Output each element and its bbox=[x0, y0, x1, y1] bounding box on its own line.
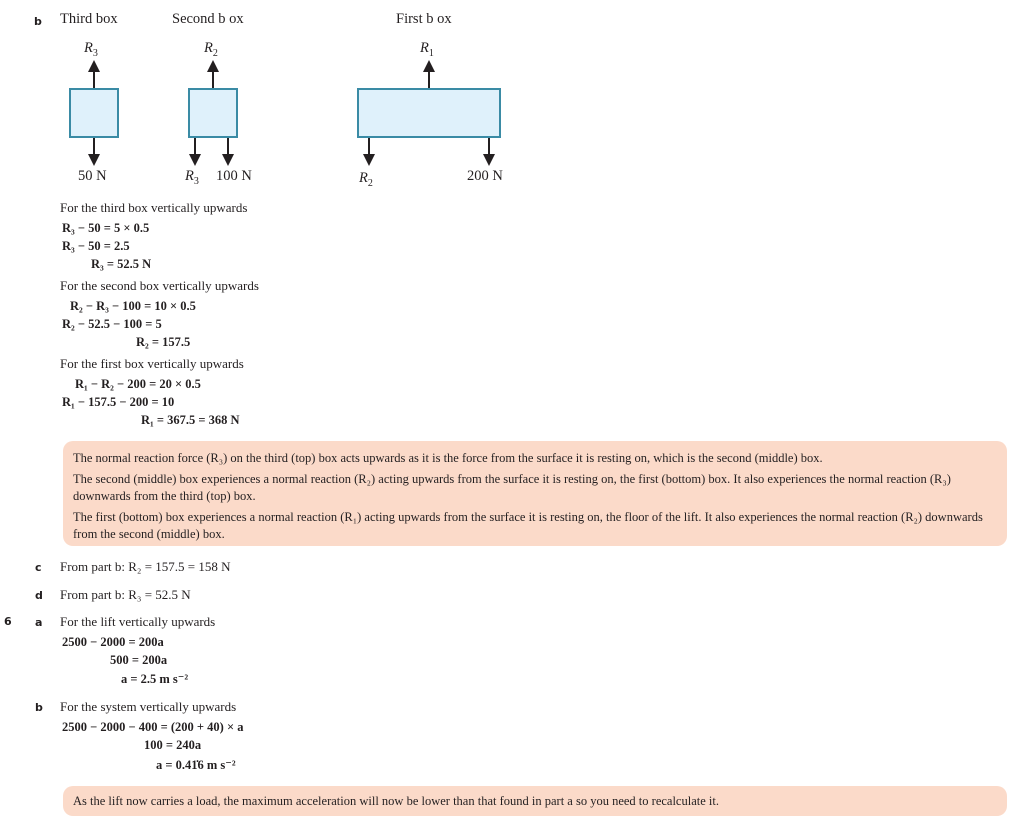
second-box-heading: For the second box vertically upwards bbox=[60, 278, 259, 293]
equation: R₁ = 367.5 = 368 N bbox=[141, 413, 240, 427]
part-c-text: From part b: R₂ = 157.5 = 158 N bbox=[60, 559, 231, 574]
equation: 2500 − 2000 − 400 = (200 + 40) × a bbox=[62, 720, 244, 734]
equation: a = 2.5 m s⁻² bbox=[121, 672, 189, 686]
equation: R₂ − 52.5 − 100 = 5 bbox=[62, 317, 162, 331]
first-box-up-force-label: $R_1$ bbox=[420, 40, 434, 59]
equation: R₃ = 52.5 N bbox=[91, 257, 152, 271]
second-box-down-force-r3-label: $R_3$ bbox=[185, 168, 199, 187]
equation: R₂ = 157.5 bbox=[136, 335, 191, 349]
equation: 500 = 200a bbox=[110, 653, 168, 667]
second-box-up-force-label: $R_2$ bbox=[204, 40, 218, 59]
note-paragraph: As the lift now carries a load, the maximum acceleration will now be lower than that found in part a so you need to recalculate it. bbox=[73, 794, 719, 808]
part-d-label: d bbox=[35, 589, 43, 602]
first-box-heading: For the first box vertically upwards bbox=[60, 356, 244, 371]
q6-part-a-heading: For the lift vertically upwards bbox=[60, 614, 216, 629]
second-box-down-force-100-label: 100 N bbox=[216, 168, 252, 184]
part-d-text: From part b: R₃ = 52.5 N bbox=[60, 587, 191, 602]
part-b-label: b bbox=[34, 15, 42, 28]
third-box-heading: For the third box vertically upwards bbox=[60, 200, 248, 215]
equation: 2500 − 2000 = 200a bbox=[62, 635, 164, 649]
equation: R₂ − R₃ − 100 = 10 × 0.5 bbox=[70, 299, 196, 313]
note-paragraph: The normal reaction force (R₃) on the third (top) box acts upwards as it is the force from the surface it is resting on, which is the second (middle) box. bbox=[73, 451, 823, 465]
note-paragraph: The second (middle) box experiences a normal reaction (R₂) acting upwards from the surface it is resting on, the first (bottom) box. It also experiences the normal reaction (R₃) downwards from the third (top) box. bbox=[73, 472, 951, 503]
force-arrows bbox=[0, 0, 1023, 200]
third-box-down-force-label: 50 N bbox=[78, 168, 107, 184]
equation: 100 = 240a bbox=[144, 738, 202, 752]
part-c-label: c bbox=[35, 561, 42, 574]
question-number: 6 bbox=[4, 615, 12, 628]
q6-part-b-heading: For the system vertically upwards bbox=[60, 699, 237, 714]
acceleration-note bbox=[63, 786, 1007, 816]
first-box-title: First b ox bbox=[396, 11, 452, 27]
first-box-down-force-200-label: 200 N bbox=[467, 168, 503, 184]
third-box-title: Third box bbox=[60, 11, 118, 27]
equation: R₁ − 157.5 − 200 = 10 bbox=[62, 395, 175, 409]
second-box-title: Second b ox bbox=[172, 11, 244, 27]
third-box-up-force-label: $R_3$ bbox=[84, 40, 98, 59]
equation: R₃ − 50 = 2.5 bbox=[62, 239, 130, 253]
equation: R₃ − 50 = 5 × 0.5 bbox=[62, 221, 150, 235]
equation: a = 0.41̇6 m s⁻² bbox=[156, 758, 236, 772]
note-paragraph: The first (bottom) box experiences a normal reaction (R₁) acting upwards from the surface it is resting on, the floor of the lift. It also experiences the normal reaction (R₂) downwards from the second (middle) box. bbox=[73, 510, 983, 541]
q6-part-a-label: a bbox=[35, 616, 43, 629]
explanation-note bbox=[63, 441, 1007, 546]
equation: R₁ − R₂ − 200 = 20 × 0.5 bbox=[75, 377, 201, 391]
q6-part-b-label: b bbox=[35, 701, 43, 714]
first-box-down-force-r2-label: $R_2$ bbox=[359, 170, 373, 189]
